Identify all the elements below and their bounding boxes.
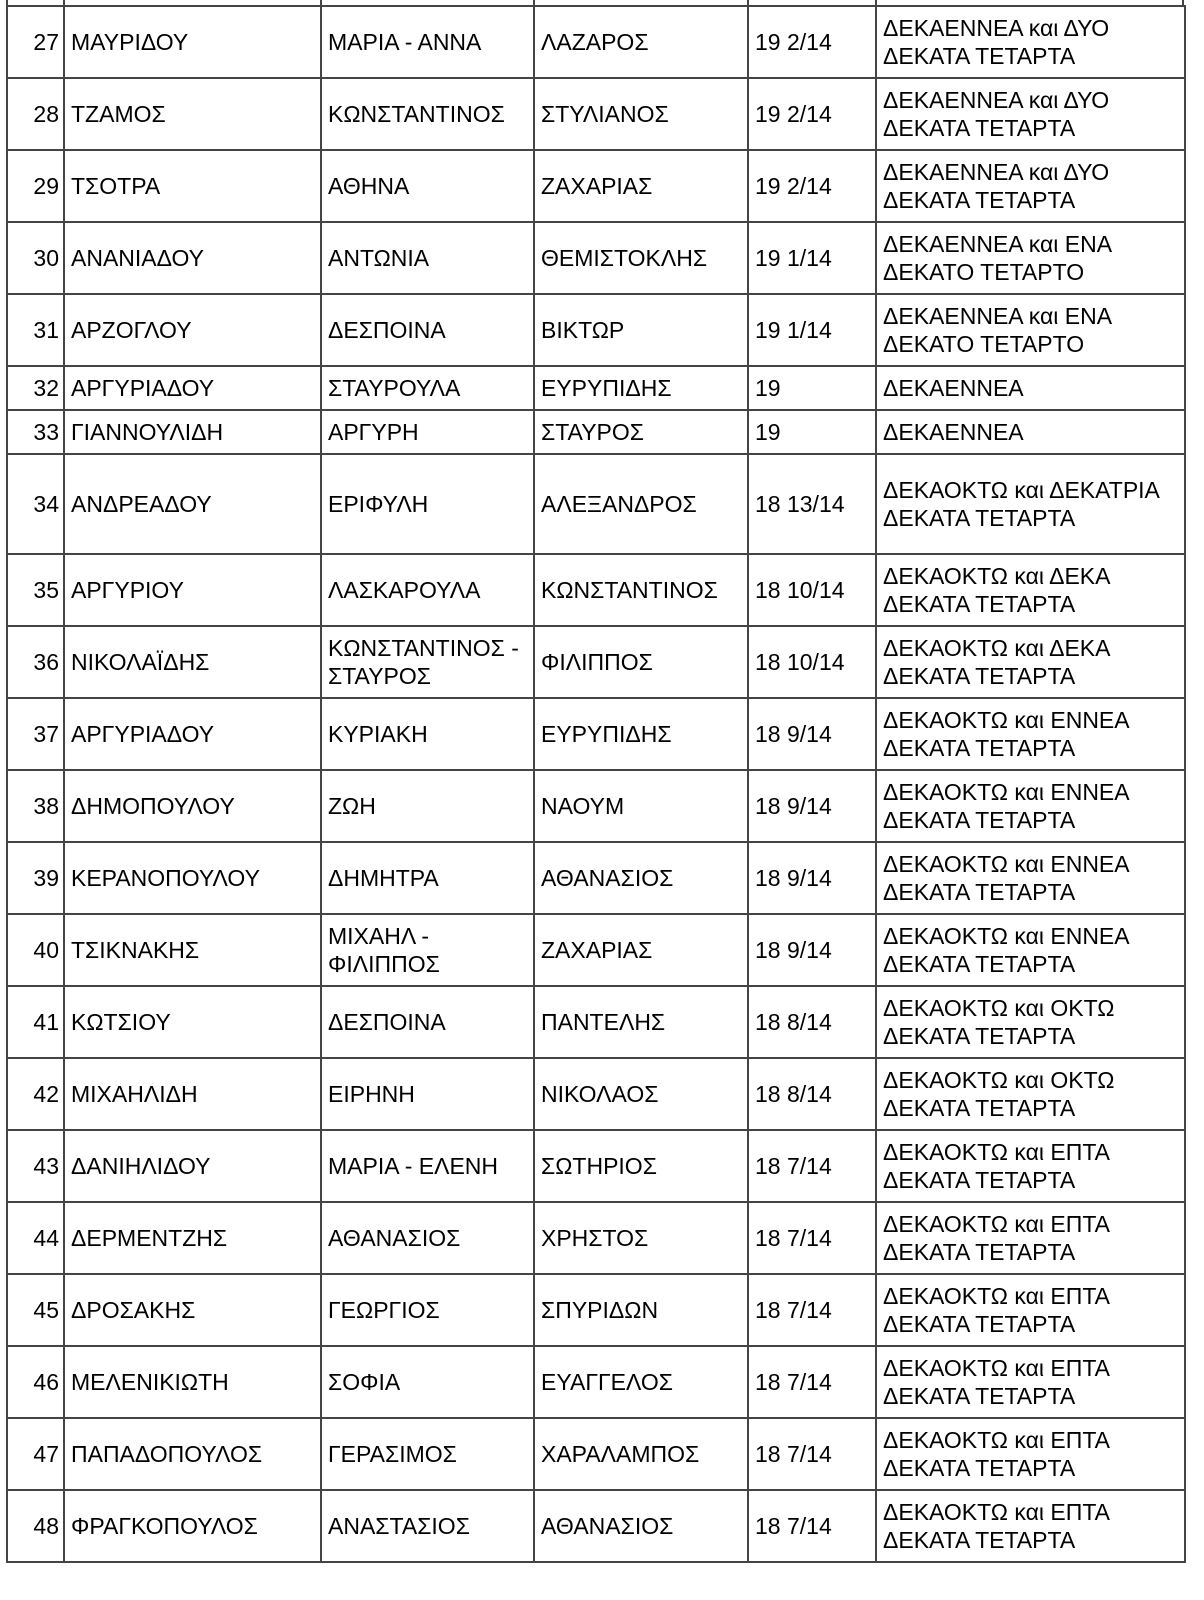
- surname-cell: ΔΕΡΜΕΝΤΖΗΣ: [64, 1202, 321, 1274]
- first-name-cell: ΑΝΑΣΤΑΣΙΟΣ: [321, 1490, 534, 1562]
- first-name-cell: ΚΩΝΣΤΑΝΤΙΝΟΣ - ΣΤΑΥΡΟΣ: [321, 626, 534, 698]
- father-name-cell: ΦΙΛΙΠΠΟΣ: [534, 626, 748, 698]
- grade-cell: 18 7/14: [748, 1490, 876, 1562]
- table-row: [7, 1418, 1185, 1490]
- grade-cell: 18 7/14: [748, 1418, 876, 1490]
- first-name-cell: ΜΑΡΙΑ - ΑΝΝΑ: [321, 6, 534, 78]
- results-table: [6, 5, 1186, 1563]
- row-number: 28: [7, 78, 64, 150]
- row-number: 36: [7, 626, 64, 698]
- father-name-cell: ΒΙΚΤΩΡ: [534, 294, 748, 366]
- first-name-cell: ΔΕΣΠΟΙΝΑ: [321, 986, 534, 1058]
- row-number: 35: [7, 554, 64, 626]
- first-name-cell: ΣΤΑΥΡΟΥΛΑ: [321, 366, 534, 410]
- surname-cell: ΔΗΜΟΠΟΥΛΟΥ: [64, 770, 321, 842]
- grade-words-cell: ΔΕΚΑΕΝΝΕΑ και ΕΝΑ ΔΕΚΑΤΟ ΤΕΤΑΡΤΟ: [876, 294, 1185, 366]
- row-number: 46: [7, 1346, 64, 1418]
- father-name-cell: ΖΑΧΑΡΙΑΣ: [534, 914, 748, 986]
- surname-cell: ΝΙΚΟΛΑΪΔΗΣ: [64, 626, 321, 698]
- table-row: [7, 1202, 1185, 1274]
- grade-words-cell: ΔΕΚΑΟΚΤΩ και ΕΠΤΑ ΔΕΚΑΤΑ ΤΕΤΑΡΤΑ: [876, 1202, 1185, 1274]
- grade-words-cell: ΔΕΚΑΟΚΤΩ και ΕΠΤΑ ΔΕΚΑΤΑ ΤΕΤΑΡΤΑ: [876, 1130, 1185, 1202]
- grade-cell: 18 9/14: [748, 842, 876, 914]
- row-number: 32: [7, 366, 64, 410]
- grade-words-cell: ΔΕΚΑΕΝΝΕΑ και ΔΥΟ ΔΕΚΑΤΑ ΤΕΤΑΡΤΑ: [876, 6, 1185, 78]
- father-name-cell: ΣΤΥΛΙΑΝΟΣ: [534, 78, 748, 150]
- first-name-cell: ΚΩΝΣΤΑΝΤΙΝΟΣ: [321, 78, 534, 150]
- table-row: [7, 1274, 1185, 1346]
- first-name-cell: ΚΥΡΙΑΚΗ: [321, 698, 534, 770]
- surname-cell: ΤΣΟΤΡΑ: [64, 150, 321, 222]
- table-row: [7, 1058, 1185, 1130]
- table-row: [7, 914, 1185, 986]
- surname-cell: ΜΕΛΕΝΙΚΙΩΤΗ: [64, 1346, 321, 1418]
- row-number: 37: [7, 698, 64, 770]
- grade-words-cell: ΔΕΚΑΟΚΤΩ και ΕΝΝΕΑ ΔΕΚΑΤΑ ΤΕΤΑΡΤΑ: [876, 770, 1185, 842]
- grade-cell: 19: [748, 366, 876, 410]
- surname-cell: ΜΙΧΑΗΛΙΔΗ: [64, 1058, 321, 1130]
- surname-cell: ΤΖΑΜΟΣ: [64, 78, 321, 150]
- grade-words-cell: ΔΕΚΑΟΚΤΩ και ΕΠΤΑ ΔΕΚΑΤΑ ΤΕΤΑΡΤΑ: [876, 1346, 1185, 1418]
- table-row: [7, 554, 1185, 626]
- father-name-cell: ΑΛΕΞΑΝΔΡΟΣ: [534, 454, 748, 554]
- grade-words-cell: ΔΕΚΑΟΚΤΩ και ΔΕΚΑΤΡΙΑ ΔΕΚΑΤΑ ΤΕΤΑΡΤΑ: [876, 454, 1185, 554]
- grade-cell: 19 1/14: [748, 294, 876, 366]
- table-row: [7, 626, 1185, 698]
- first-name-cell: ΕΙΡΗΝΗ: [321, 1058, 534, 1130]
- father-name-cell: ΑΘΑΝΑΣΙΟΣ: [534, 842, 748, 914]
- first-name-cell: ΣΟΦΙΑ: [321, 1346, 534, 1418]
- surname-cell: ΑΡΓΥΡΙΑΔΟΥ: [64, 366, 321, 410]
- father-name-cell: ΑΘΑΝΑΣΙΟΣ: [534, 1490, 748, 1562]
- grade-cell: 18 8/14: [748, 1058, 876, 1130]
- row-number: 43: [7, 1130, 64, 1202]
- father-name-cell: ΖΑΧΑΡΙΑΣ: [534, 150, 748, 222]
- surname-cell: ΑΡΓΥΡΙΟΥ: [64, 554, 321, 626]
- row-number: 38: [7, 770, 64, 842]
- row-number: 42: [7, 1058, 64, 1130]
- grade-words-cell: ΔΕΚΑΟΚΤΩ και ΟΚΤΩ ΔΕΚΑΤΑ ΤΕΤΑΡΤΑ: [876, 986, 1185, 1058]
- table-row: [7, 294, 1185, 366]
- row-number: 48: [7, 1490, 64, 1562]
- table-row: [7, 410, 1185, 454]
- grade-words-cell: ΔΕΚΑΟΚΤΩ και ΕΝΝΕΑ ΔΕΚΑΤΑ ΤΕΤΑΡΤΑ: [876, 842, 1185, 914]
- first-name-cell: ΑΘΗΝΑ: [321, 150, 534, 222]
- grade-cell: 18 8/14: [748, 986, 876, 1058]
- table-row: [7, 150, 1185, 222]
- father-name-cell: ΝΙΚΟΛΑΟΣ: [534, 1058, 748, 1130]
- surname-cell: ΚΕΡΑΝΟΠΟΥΛΟΥ: [64, 842, 321, 914]
- table-row: [7, 1346, 1185, 1418]
- father-name-cell: ΕΥΡΥΠΙΔΗΣ: [534, 698, 748, 770]
- grade-cell: 19 2/14: [748, 150, 876, 222]
- surname-cell: ΑΡΖΟΓΛΟΥ: [64, 294, 321, 366]
- table-body: [7, 6, 1185, 1562]
- grade-cell: 18 9/14: [748, 914, 876, 986]
- grade-cell: 19 2/14: [748, 78, 876, 150]
- father-name-cell: ΚΩΝΣΤΑΝΤΙΝΟΣ: [534, 554, 748, 626]
- father-name-cell: ΕΥΡΥΠΙΔΗΣ: [534, 366, 748, 410]
- surname-cell: ΑΡΓΥΡΙΑΔΟΥ: [64, 698, 321, 770]
- first-name-cell: ΑΝΤΩΝΙΑ: [321, 222, 534, 294]
- table-row: [7, 222, 1185, 294]
- grade-words-cell: ΔΕΚΑΕΝΝΕΑ και ΔΥΟ ΔΕΚΑΤΑ ΤΕΤΑΡΤΑ: [876, 78, 1185, 150]
- grade-words-cell: ΔΕΚΑΕΝΝΕΑ: [876, 410, 1185, 454]
- row-number: 44: [7, 1202, 64, 1274]
- grade-cell: 18 9/14: [748, 770, 876, 842]
- father-name-cell: ΕΥΑΓΓΕΛΟΣ: [534, 1346, 748, 1418]
- surname-cell: ΑΝΑΝΙΑΔΟΥ: [64, 222, 321, 294]
- first-name-cell: ΑΘΑΝΑΣΙΟΣ: [321, 1202, 534, 1274]
- row-number: 34: [7, 454, 64, 554]
- father-name-cell: ΧΑΡΑΛΑΜΠΟΣ: [534, 1418, 748, 1490]
- row-number: 29: [7, 150, 64, 222]
- first-name-cell: ΓΕΩΡΓΙΟΣ: [321, 1274, 534, 1346]
- row-number: 33: [7, 410, 64, 454]
- table-row: [7, 986, 1185, 1058]
- grade-words-cell: ΔΕΚΑΟΚΤΩ και ΟΚΤΩ ΔΕΚΑΤΑ ΤΕΤΑΡΤΑ: [876, 1058, 1185, 1130]
- grade-cell: 18 9/14: [748, 698, 876, 770]
- table-row: [7, 6, 1185, 78]
- grade-words-cell: ΔΕΚΑΟΚΤΩ και ΕΠΤΑ ΔΕΚΑΤΑ ΤΕΤΑΡΤΑ: [876, 1274, 1185, 1346]
- table-row: [7, 770, 1185, 842]
- surname-cell: ΠΑΠΑΔΟΠΟΥΛΟΣ: [64, 1418, 321, 1490]
- grade-cell: 18 7/14: [748, 1346, 876, 1418]
- grade-cell: 18 13/14: [748, 454, 876, 554]
- first-name-cell: ΔΗΜΗΤΡΑ: [321, 842, 534, 914]
- table-row: [7, 78, 1185, 150]
- table-row: [7, 1490, 1185, 1562]
- row-number: 41: [7, 986, 64, 1058]
- surname-cell: ΑΝΔΡΕΑΔΟΥ: [64, 454, 321, 554]
- first-name-cell: ΓΕΡΑΣΙΜΟΣ: [321, 1418, 534, 1490]
- grade-cell: 19 1/14: [748, 222, 876, 294]
- grade-cell: 18 7/14: [748, 1202, 876, 1274]
- row-number: 45: [7, 1274, 64, 1346]
- father-name-cell: ΣΤΑΥΡΟΣ: [534, 410, 748, 454]
- grade-cell: 18 10/14: [748, 554, 876, 626]
- table-row: [7, 1130, 1185, 1202]
- grade-words-cell: ΔΕΚΑΟΚΤΩ και ΕΠΤΑ ΔΕΚΑΤΑ ΤΕΤΑΡΤΑ: [876, 1490, 1185, 1562]
- father-name-cell: ΛΑΖΑΡΟΣ: [534, 6, 748, 78]
- grade-words-cell: ΔΕΚΑΕΝΝΕΑ και ΔΥΟ ΔΕΚΑΤΑ ΤΕΤΑΡΤΑ: [876, 150, 1185, 222]
- grade-words-cell: ΔΕΚΑΟΚΤΩ και ΔΕΚΑ ΔΕΚΑΤΑ ΤΕΤΑΡΤΑ: [876, 626, 1185, 698]
- grade-cell: 19 2/14: [748, 6, 876, 78]
- table-row: [7, 366, 1185, 410]
- first-name-cell: ΜΑΡΙΑ - ΕΛΕΝΗ: [321, 1130, 534, 1202]
- surname-cell: ΔΑΝΙΗΛΙΔΟΥ: [64, 1130, 321, 1202]
- table-row: [7, 842, 1185, 914]
- father-name-cell: ΣΠΥΡΙΔΩΝ: [534, 1274, 748, 1346]
- grade-cell: 18 7/14: [748, 1274, 876, 1346]
- table-row: [7, 698, 1185, 770]
- grade-words-cell: ΔΕΚΑΟΚΤΩ και ΕΝΝΕΑ ΔΕΚΑΤΑ ΤΕΤΑΡΤΑ: [876, 698, 1185, 770]
- surname-cell: ΤΣΙΚΝΑΚΗΣ: [64, 914, 321, 986]
- row-number: 47: [7, 1418, 64, 1490]
- father-name-cell: ΣΩΤΗΡΙΟΣ: [534, 1130, 748, 1202]
- father-name-cell: ΧΡΗΣΤΟΣ: [534, 1202, 748, 1274]
- grade-cell: 19: [748, 410, 876, 454]
- surname-cell: ΚΩΤΣΙΟΥ: [64, 986, 321, 1058]
- row-number: 39: [7, 842, 64, 914]
- grade-words-cell: ΔΕΚΑΟΚΤΩ και ΕΠΤΑ ΔΕΚΑΤΑ ΤΕΤΑΡΤΑ: [876, 1418, 1185, 1490]
- father-name-cell: ΠΑΝΤΕΛΗΣ: [534, 986, 748, 1058]
- first-name-cell: ΜΙΧΑΗΛ - ΦΙΛΙΠΠΟΣ: [321, 914, 534, 986]
- surname-cell: ΓΙΑΝΝΟΥΛΙΔΗ: [64, 410, 321, 454]
- first-name-cell: ΕΡΙΦΥΛΗ: [321, 454, 534, 554]
- row-number: 30: [7, 222, 64, 294]
- first-name-cell: ΛΑΣΚΑΡΟΥΛΑ: [321, 554, 534, 626]
- surname-cell: ΔΡΟΣΑΚΗΣ: [64, 1274, 321, 1346]
- surname-cell: ΦΡΑΓΚΟΠΟΥΛΟΣ: [64, 1490, 321, 1562]
- first-name-cell: ΔΕΣΠΟΙΝΑ: [321, 294, 534, 366]
- first-name-cell: ΑΡΓΥΡΗ: [321, 410, 534, 454]
- grade-cell: 18 7/14: [748, 1130, 876, 1202]
- row-number: 27: [7, 6, 64, 78]
- table-row: [7, 454, 1185, 554]
- row-number: 31: [7, 294, 64, 366]
- grade-words-cell: ΔΕΚΑΟΚΤΩ και ΕΝΝΕΑ ΔΕΚΑΤΑ ΤΕΤΑΡΤΑ: [876, 914, 1185, 986]
- surname-cell: ΜΑΥΡΙΔΟΥ: [64, 6, 321, 78]
- grade-cell: 18 10/14: [748, 626, 876, 698]
- grade-words-cell: ΔΕΚΑΕΝΝΕΑ: [876, 366, 1185, 410]
- grade-words-cell: ΔΕΚΑΟΚΤΩ και ΔΕΚΑ ΔΕΚΑΤΑ ΤΕΤΑΡΤΑ: [876, 554, 1185, 626]
- father-name-cell: ΘΕΜΙΣΤΟΚΛΗΣ: [534, 222, 748, 294]
- father-name-cell: ΝΑΟΥΜ: [534, 770, 748, 842]
- row-number: 40: [7, 914, 64, 986]
- grade-words-cell: ΔΕΚΑΕΝΝΕΑ και ΕΝΑ ΔΕΚΑΤΟ ΤΕΤΑΡΤΟ: [876, 222, 1185, 294]
- first-name-cell: ΖΩΗ: [321, 770, 534, 842]
